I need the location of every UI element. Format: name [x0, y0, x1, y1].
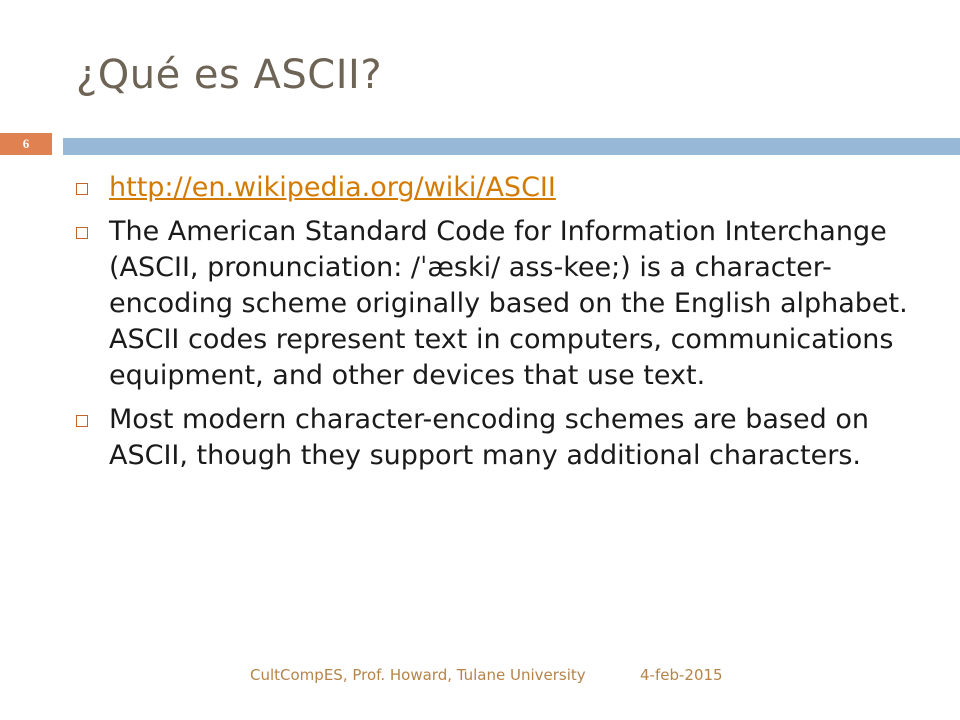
square-bullet-icon: [76, 415, 88, 427]
title-divider-bar: [63, 138, 960, 155]
wikipedia-link[interactable]: http://en.wikipedia.org/wiki/ASCII: [109, 172, 556, 203]
bullet-text: Most modern character-encoding schemes are based on ASCII, though they support many additional characters.: [109, 404, 869, 471]
slide-body: [74, 170, 914, 482]
bullet-text: The American Standard Code for Information Interchange (ASCII, pronunciation: /ˈæski/ ass-kee;) is a character-encoding scheme originally based on the English alphabet. ASCII codes represent text in computers, communications equipment, and other devices that use text.: [109, 216, 908, 391]
footer-date: 4-feb-2015: [640, 666, 723, 684]
square-bullet-icon: [76, 227, 88, 239]
slide-title: ¿Qué es ASCII?: [76, 52, 383, 98]
footer-source: CultCompES, Prof. Howard, Tulane University: [250, 666, 586, 684]
square-bullet-icon: [76, 183, 88, 195]
bullet-item-link: [74, 170, 914, 206]
slide-number-badge: 6: [0, 133, 52, 155]
bullet-item-modern-schemes: [74, 402, 914, 474]
bullet-item-definition: [74, 214, 914, 394]
